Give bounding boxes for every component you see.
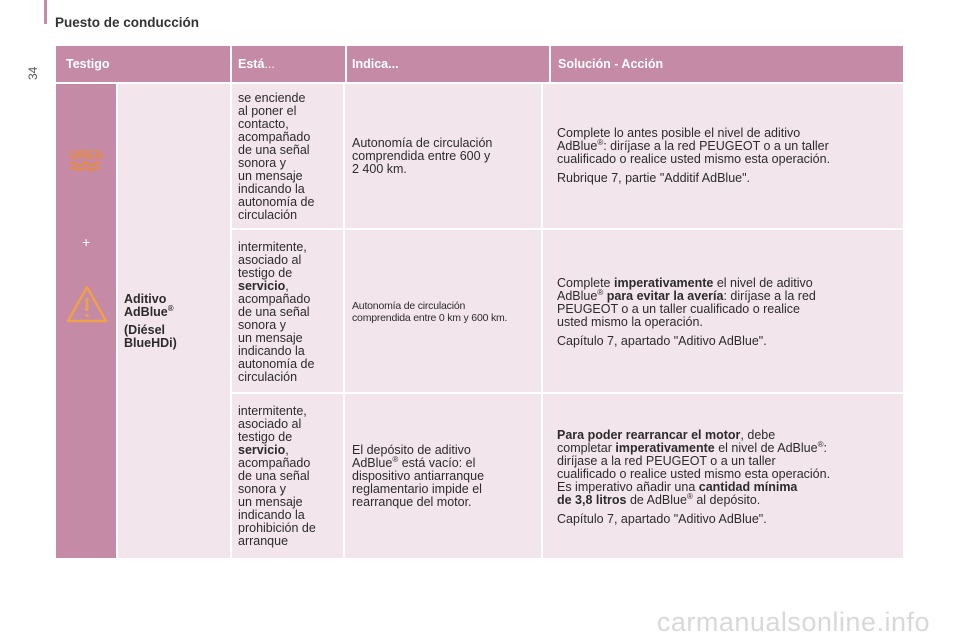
name-line: Aditivo (124, 292, 167, 306)
table-row (232, 394, 903, 558)
indicator-name-cell (118, 84, 230, 558)
name-line: AdBlue® (124, 303, 174, 319)
plus-sign: + (82, 234, 91, 250)
name-line: BlueHDi) (124, 336, 177, 350)
table-row (232, 84, 903, 228)
cell-esta: intermitente, asociado al testigo de servicio, acompañado de una señal sonora y un mensaje indicando la prohibición de arranque (238, 404, 316, 548)
header-solucion: Solución - Acción (558, 57, 664, 71)
header-testigo: Testigo (66, 57, 110, 71)
warning-triangle-icon (65, 284, 109, 324)
page-number: 34 (26, 66, 40, 80)
urea-icon (66, 146, 106, 176)
header-divider (230, 46, 232, 82)
cell-esta: se enciende al poner el contacto, acompañado de una señal sonora y un mensaje indicando la autonomía de circulación (238, 91, 315, 222)
cell-indica: Autonomía de circulación comprendida entre 600 y 2 400 km. (352, 136, 493, 176)
name-line: (Diésel (124, 323, 165, 337)
section-marker (44, 0, 47, 24)
header-indica: Indica... (352, 57, 399, 71)
header-divider (345, 46, 347, 82)
indicator-icon-cell (56, 84, 116, 558)
cell-solucion: Para poder rearrancar el motor, debe completar imperativamente el nivel de AdBlue®: diríjase a la red PEUGEOT o a un taller cualificado o realice usted mismo esta operación. Es imperativo añadir una cantidad mínima de 3,8 litros de AdBlue® al depósito. Capítulo 7, apartado "Aditivo AdBlue". (557, 428, 831, 526)
table-row (232, 230, 903, 392)
cell-esta: intermitente, asociado al testigo de servicio, acompañado de una señal sonora y un mensaje indicando la autonomía de circulación (238, 240, 315, 384)
svg-text:UREA: UREA (68, 148, 104, 162)
header-divider (549, 46, 551, 82)
cell-indica: El depósito de aditivo AdBlue® está vacío: el dispositivo antiarranque reglamentario impide el rearranque del motor. (352, 443, 485, 509)
page-title: Puesto de conducción (55, 15, 200, 30)
cell-solucion: Complete imperativamente el nivel de aditivo AdBlue® para evitar la avería: diríjase a la red PEUGEOT o a un taller cualificado o realice usted mismo la operación. Capítulo 7, apartado "Aditivo AdBlue". (557, 276, 816, 348)
watermark: carmanualsonline.info (656, 607, 930, 637)
cell-solucion: Complete lo antes posible el nivel de aditivo AdBlue®: diríjase a la red PEUGEOT o a un taller cualificado o realice usted mismo esta operación. Rubrique 7, partie "Additif AdBlue". (557, 126, 831, 185)
table-header (56, 46, 903, 82)
cell-indica: Autonomía de circulación comprendida entre 0 km y 600 km. (352, 300, 508, 324)
header-esta: Está... (238, 57, 275, 71)
